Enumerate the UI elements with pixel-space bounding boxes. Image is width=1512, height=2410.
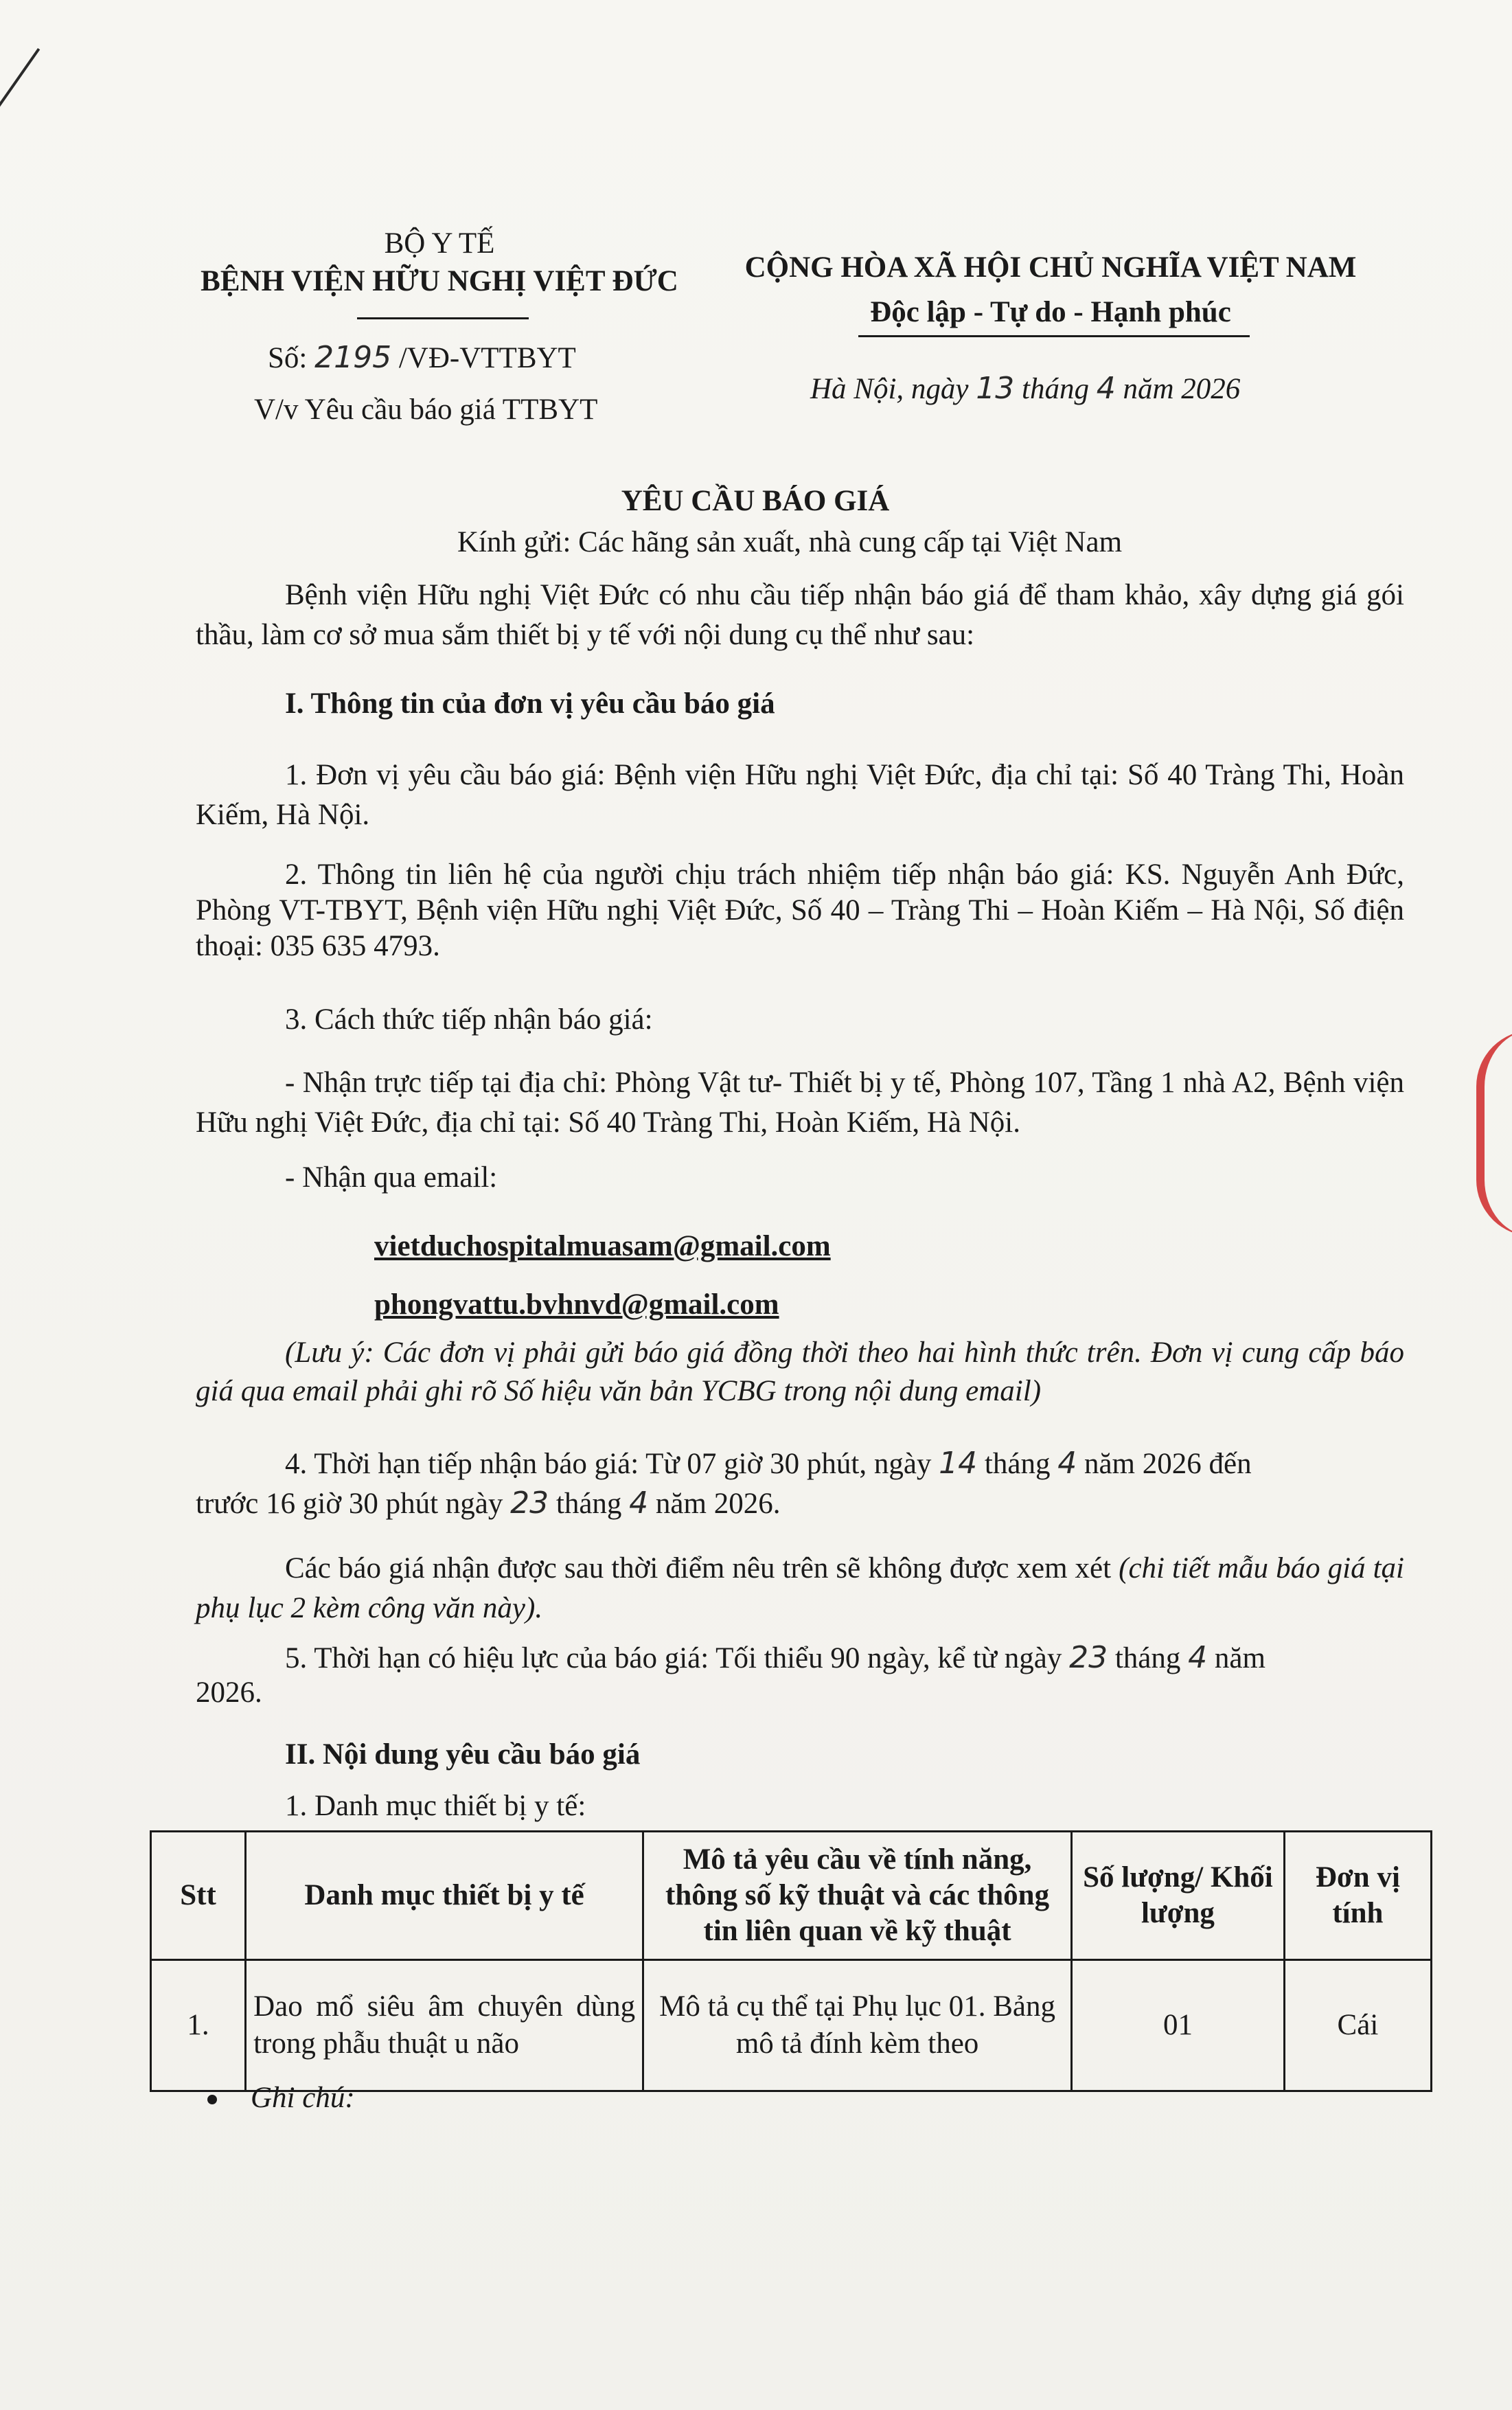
section-1-heading: I. Thông tin của đơn vị yêu cầu báo giá: [285, 687, 775, 720]
section-1-item-3: 3. Cách thức tiếp nhận báo giá:: [285, 1003, 653, 1036]
cell-description: Mô tả cụ thể tại Phụ lục 01. Bảng mô tả đính kèm theo: [643, 1960, 1072, 2091]
bullet-icon: [207, 2095, 217, 2104]
section-1-item-1: 1. Đơn vị yêu cầu báo giá: Bệnh viện Hữu nghị Việt Đức, địa chỉ tại: Số 40 Tràng Thi, Hoàn Kiếm, Hà Nội.: [196, 759, 1404, 831]
section-1-item-4-line-1: 4. Thời hạn tiếp nhận báo giá: Từ 07 giờ 30 phút, ngày 14 tháng 4 năm 2026 đến: [285, 1446, 1252, 1481]
handwritten-end-day: 23: [510, 1486, 549, 1521]
handwritten-validity-day: 23: [1069, 1640, 1108, 1675]
email-label: - Nhận qua email:: [285, 1161, 498, 1194]
national-motto: Độc lập - Tự do - Hạnh phúc: [870, 296, 1231, 328]
header-description: Mô tả yêu cầu về tính năng, thông số kỹ thuật và các thông tin liên quan về kỹ thuật: [643, 1832, 1072, 1960]
handwritten-validity-month: 4: [1188, 1640, 1208, 1675]
direct-delivery: - Nhận trực tiếp tại địa chỉ: Phòng Vật tư- Thiết bị y tế, Phòng 107, Tầng 1 nhà A2, Bệnh viện Hữu nghị Việt Đức, địa chỉ tại: Số 40 Tràng Thi, Hoàn Kiếm, Hà Nội.: [196, 1067, 1404, 1139]
recipient: Kính gửi: Các hãng sản xuất, nhà cung cấp tại Việt Nam: [457, 526, 1123, 558]
cell-unit: Cái: [1284, 1960, 1431, 2091]
equipment-table: [150, 1830, 1432, 2092]
hospital-underline: [357, 317, 529, 319]
section-1-item-5-year: 2026.: [196, 1676, 262, 1709]
handwritten-end-month: 4: [629, 1486, 649, 1521]
header-equipment: Danh mục thiết bị y tế: [246, 1832, 643, 1960]
document-title: YÊU CẦU BÁO GIÁ: [621, 485, 890, 517]
cell-stt: 1.: [151, 1960, 246, 2091]
cell-equipment: Dao mổ siêu âm chuyên dùng trong phẫu thuật u não: [246, 1960, 643, 2091]
document-number: Số: 2195 /VĐ-VTTBYT: [268, 340, 576, 375]
intro-paragraph: Bệnh viện Hữu nghị Việt Đức có nhu cầu tiếp nhận báo giá để tham khảo, xây dựng giá gói thầu, làm cơ sở mua sắm thiết bị y tế với nội dung cụ thể như sau:: [196, 579, 1404, 651]
late-submission-note: Các báo giá nhận được sau thời điểm nêu trên sẽ không được xem xét (chi tiết mẫu báo giá tại phụ lục 2 kèm công văn này).: [196, 1552, 1404, 1624]
email-link-1[interactable]: vietduchospitalmuasam@gmail.com: [374, 1230, 831, 1262]
document-subject: V/v Yêu cầu báo giá TTBYT: [254, 394, 598, 426]
header-unit: Đơn vị tính: [1284, 1832, 1431, 1960]
section-1-item-5: 5. Thời hạn có hiệu lực của báo giá: Tối thiểu 90 ngày, kể từ ngày 23 tháng 4 năm: [285, 1640, 1265, 1675]
section-1-item-2: 2. Thông tin liên hệ của người chịu trách nhiệm tiếp nhận báo giá: KS. Nguyễn Anh Đức, Phòng VT-TBYT, Bệnh viện Hữu nghị Việt Đức, Số 40 – Tràng Thi – Hoàn Kiếm – Hà Nội, Số điện thoại: 035 635 4793.: [196, 859, 1404, 962]
motto-underline: [858, 335, 1250, 337]
submission-note: (Lưu ý: Các đơn vị phải gửi báo giá đồng thời theo hai hình thức trên. Đơn vị cung cấp báo giá qua email phải ghi rõ Số hiệu văn bản YCBG trong nội dung email): [196, 1337, 1404, 1407]
country-name: CỘNG HÒA XÃ HỘI CHỦ NGHĨA VIỆT NAM: [744, 251, 1357, 284]
footnote-label: Ghi chú:: [251, 2082, 355, 2114]
pen-mark: [0, 48, 40, 111]
equipment-list-label: 1. Danh mục thiết bị y tế:: [285, 1790, 586, 1822]
table-header-row: [151, 1832, 1432, 1960]
table-row: [151, 1960, 1432, 2091]
red-stamp-edge: [1476, 1030, 1512, 1236]
handwritten-month: 4: [1096, 371, 1116, 406]
section-2-heading: II. Nội dung yêu cầu báo giá: [285, 1738, 641, 1771]
email-link-2[interactable]: phongvattu.bvhnvd@gmail.com: [374, 1288, 779, 1321]
ministry-name: BỘ Y TẾ: [384, 227, 495, 260]
header-quantity: Số lượng/ Khối lượng: [1072, 1832, 1285, 1960]
document-date: Hà Nội, ngày 13 tháng 4 năm 2026: [810, 371, 1241, 406]
handwritten-start-month: 4: [1057, 1446, 1077, 1481]
header-stt: Stt: [151, 1832, 246, 1960]
section-1-item-4-line-2: trước 16 giờ 30 phút ngày 23 tháng 4 năm 2026.: [196, 1486, 781, 1521]
cell-quantity: 01: [1072, 1960, 1285, 2091]
handwritten-start-day: 14: [939, 1446, 978, 1481]
handwritten-day: 13: [976, 371, 1015, 406]
hospital-name: BỆNH VIỆN HỮU NGHỊ VIỆT ĐỨC: [201, 265, 678, 297]
handwritten-number: 2195: [314, 340, 392, 375]
